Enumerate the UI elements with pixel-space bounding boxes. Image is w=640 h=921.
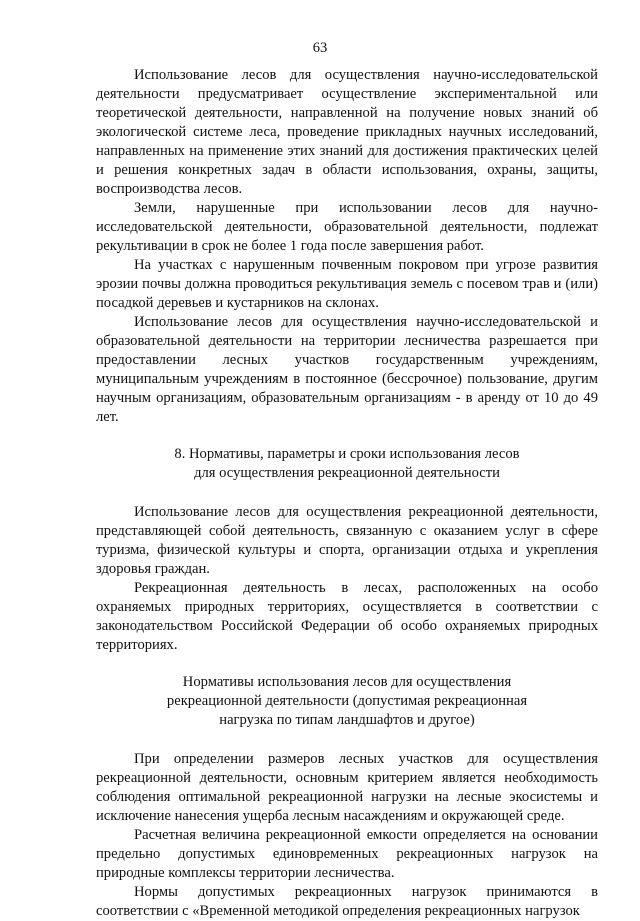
paragraph: На участках с нарушенным почвенным покровом при угрозе развития эрозии почвы должна проводиться рекультивация земель с посевом трав и (или) посадкой деревьев и кустарников на склонах. [96, 257, 598, 311]
page-number: 63 [312, 40, 328, 56]
subheading-line: рекреационной деятельности (допустимая рекреационная [166, 693, 528, 709]
section-heading-line: для осуществления рекреационной деятельности [194, 465, 500, 481]
subheading-line: нагрузка по типам ландшафтов и другое) [219, 712, 475, 728]
subheading-line: Нормативы использования лесов для осуществления [182, 674, 512, 690]
paragraph: Использование лесов для осуществления рекреационной деятельности, представляющей собой деятельность, связанную с оказанием услуг в сфере туризма, физической культуры и спорта, организации отдыха и укрепления здоровья граждан. [96, 504, 598, 577]
paragraph: Расчетная величина рекреационной емкости определяется на основании предельно допустимых единовременных рекреационных нагрузок на природные комплексы территории лесничества. [96, 827, 598, 881]
page-content [96, 66, 598, 921]
paragraph: Использование лесов для осуществления научно-исследовательской и образовательной деятельности на территории лесничества разрешается при предоставлении лесных участков государственным учреждениям, муниципальным учреждениям в постоянное (бессрочное) пользование, другим научным организациям, образовательным организациям - в аренду от 10 до 49 лет. [96, 314, 598, 425]
paragraph: При определении размеров лесных участков для осуществления рекреационной деятельности, основным критерием является необходимость соблюдения оптимальной рекреационной нагрузки на лесные экосистемы и исключение нанесения ущерба лесным насаждениям и окружающей среде. [96, 751, 598, 824]
paragraph: Земли, нарушенные при использовании лесов для научно-исследовательской деятельности, образовательной деятельности, подлежат рекультивации в срок не более 1 года после завершения работ. [96, 200, 598, 254]
paragraph: Использование лесов для осуществления научно-исследовательской деятельности предусматривает осуществление экспериментальной или теоретической деятельности, направленной на получение новых знаний об экологической системе леса, проведение прикладных научных исследований, направленных на применение этих знаний для достижения практических целей и решения конкретных задач в области использования, охраны, защиты, воспроизводства лесов. [96, 67, 598, 197]
paragraph: Рекреационная деятельность в лесах, расположенных на особо охраняемых природных территориях, осуществляется в соответствии с законодательством Российской Федерации об особо охраняемых природных территориях. [96, 580, 598, 653]
section-heading-line: 8. Нормативы, параметры и сроки использования лесов [174, 446, 520, 462]
paragraph: Нормы допустимых рекреационных нагрузок принимаются в соответствии с «Временной методикой определения рекреационных нагрузок [96, 884, 598, 919]
